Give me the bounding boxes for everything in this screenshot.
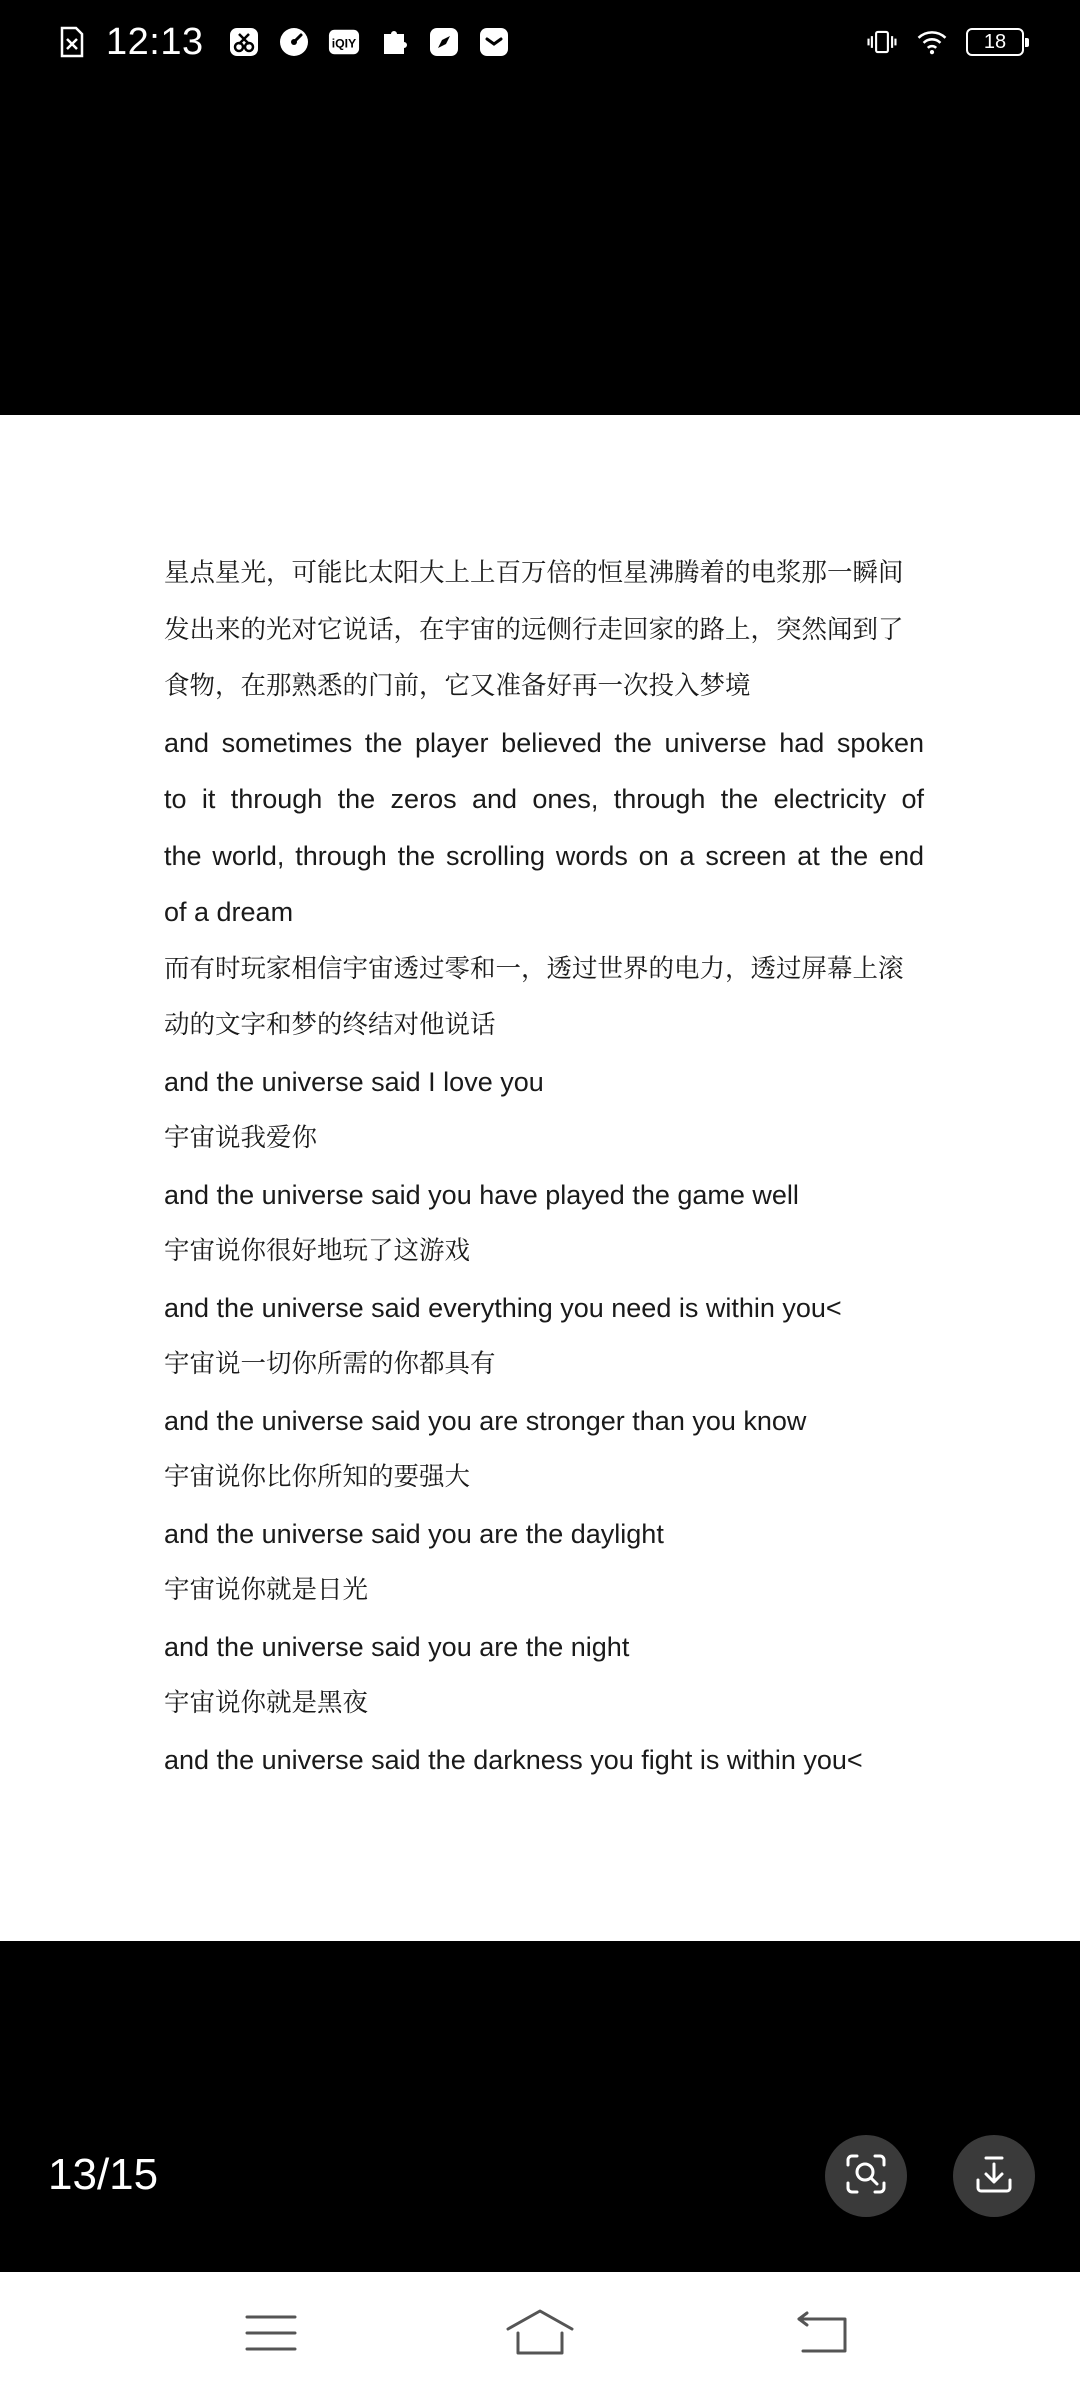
image-search-icon xyxy=(844,2152,888,2200)
document-line: to it through the zeros and ones, through the electricity of xyxy=(164,784,924,814)
document-line: and the universe said you have played the game well xyxy=(164,1179,799,1210)
download-icon xyxy=(972,2152,1016,2200)
iqiyi-icon xyxy=(328,26,360,58)
document-line: of a dream xyxy=(164,897,294,927)
document-line: and the universe said I love you xyxy=(164,1066,544,1097)
back-button[interactable] xyxy=(783,2302,863,2368)
document-line: and the universe said you are the night xyxy=(164,1631,630,1662)
document-line: and the universe said you are stronger than you know xyxy=(164,1405,807,1436)
app-puzzle-icon xyxy=(378,26,410,58)
home-icon xyxy=(504,2307,576,2363)
document-page[interactable] xyxy=(0,415,1080,1941)
page-counter: 13/15 xyxy=(48,2150,159,2199)
status-bar xyxy=(0,0,1080,84)
battery-indicator xyxy=(966,28,1024,56)
status-bar-left xyxy=(56,18,510,66)
document-line: the world, through the scrolling words on a screen at the end xyxy=(164,840,924,871)
document-line: 宇宙说一切你所需的你都具有 xyxy=(164,1349,496,1379)
document-line: 宇宙说你就是日光 xyxy=(164,1575,369,1605)
app-scissors-icon xyxy=(228,26,260,58)
document-text xyxy=(164,545,924,1788)
download-button[interactable] xyxy=(953,2135,1035,2217)
document-line: 星点星光，可能比太阳大上上百万倍的恒星沸腾着的电浆那一瞬间 xyxy=(164,558,904,588)
vibrate-icon xyxy=(866,26,898,58)
status-bar-right xyxy=(866,18,1024,66)
document-line: and the universe said you are the daylight xyxy=(164,1518,664,1549)
menu-icon xyxy=(243,2311,299,2359)
sim-off-icon xyxy=(56,26,88,58)
app-compass-icon xyxy=(278,26,310,58)
home-button[interactable] xyxy=(500,2302,580,2368)
message-icon xyxy=(478,26,510,58)
document-line: 宇宙说你很好地玩了这游戏 xyxy=(164,1236,471,1266)
document-line: and sometimes the player believed the universe had spoken xyxy=(164,727,924,758)
safari-icon xyxy=(428,26,460,58)
back-icon xyxy=(795,2309,851,2361)
status-time: 12:13 xyxy=(106,20,204,63)
wifi-icon xyxy=(916,26,948,58)
document-line: and the universe said the darkness you fight is within you< xyxy=(164,1744,863,1775)
image-search-button[interactable] xyxy=(825,2135,907,2217)
document-line: 食物，在那熟悉的门前，它又准备好再一次投入梦境 xyxy=(164,671,751,701)
document-line: 宇宙说你比你所知的要强大 xyxy=(164,1462,471,1492)
document-line: 而有时玩家相信宇宙透过零和一，透过世界的电力，透过屏幕上滚 xyxy=(164,953,904,984)
battery-level: 18 xyxy=(983,31,1007,53)
document-line: 发出来的光对它说话，在宇宙的远侧行走回家的路上，突然闻到了 xyxy=(164,614,904,645)
svg-text:iQIY: iQIY xyxy=(331,36,356,51)
document-line: and the universe said everything you need is within you< xyxy=(164,1292,842,1323)
document-line: 宇宙说你就是黑夜 xyxy=(164,1688,369,1718)
document-line: 宇宙说我爱你 xyxy=(164,1123,318,1153)
recent-apps-button[interactable] xyxy=(231,2302,311,2368)
document-line: 动的文字和梦的终结对他说话 xyxy=(164,1010,496,1040)
navigation-bar xyxy=(0,2272,1080,2400)
